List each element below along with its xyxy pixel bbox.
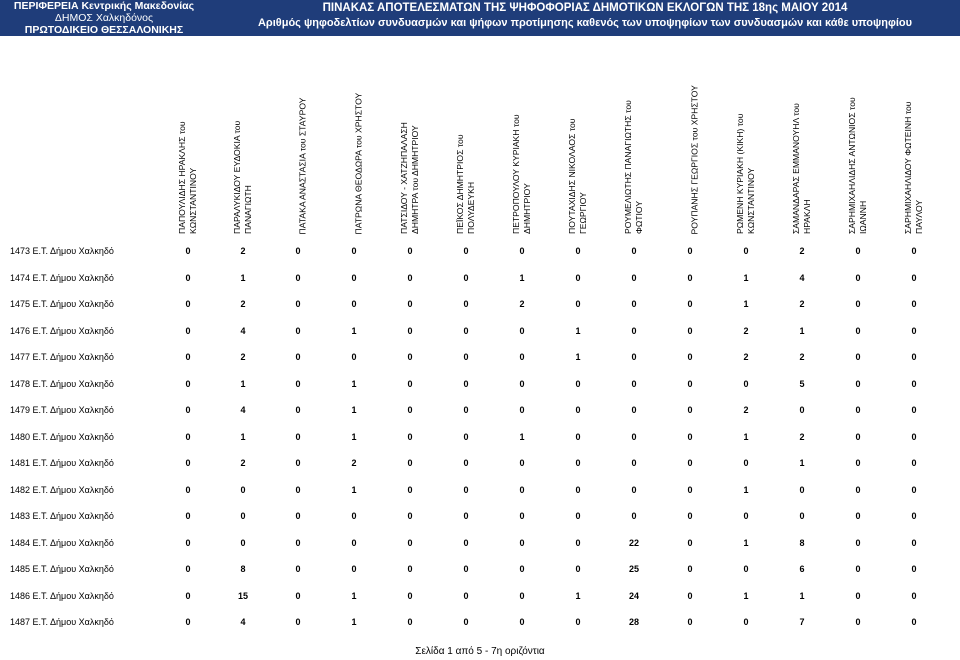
table-cell: 25 xyxy=(628,564,639,574)
table-cell: 0 xyxy=(575,246,581,256)
table-cell: 1 xyxy=(240,273,246,283)
table-cell: 0 xyxy=(911,432,917,442)
table-cell: 0 xyxy=(463,432,469,442)
table-cell: 0 xyxy=(575,432,581,442)
table-cell: 0 xyxy=(631,379,637,389)
table-cell: 0 xyxy=(519,326,525,336)
column-header-line1: ΡΩΜΕΝΗ ΚΥΡΙΑΚΗ (ΚΙΚΗ) του xyxy=(735,113,745,234)
table-cell: 0 xyxy=(185,458,191,468)
column-header-line1: ΠΑΡΑΛΥΚΙΔΟΥ ΕΥΔΟΚΙΑ του xyxy=(232,120,242,234)
table-cell: 0 xyxy=(519,246,525,256)
table-cell: 2 xyxy=(743,352,749,362)
table-cell: 1 xyxy=(351,591,357,601)
column-header xyxy=(604,56,644,234)
row-label: 1485 Ε.Τ. Δήμου Χαλκηδό xyxy=(10,564,114,574)
table-cell: 0 xyxy=(295,511,301,521)
table-cell: 0 xyxy=(407,617,413,627)
row-label: 1481 Ε.Τ. Δήμου Χαλκηδό xyxy=(10,458,114,468)
table-cell: 8 xyxy=(240,564,246,574)
table-cell: 0 xyxy=(575,485,581,495)
table-cell: 0 xyxy=(687,405,693,415)
table-cell: 1 xyxy=(519,273,525,283)
table-cell: 0 xyxy=(295,591,301,601)
table-cell: 0 xyxy=(743,511,749,521)
table-cell: 1 xyxy=(351,485,357,495)
column-header-line1: ΡΟΥΠΑΝΗΣ ΓΕΩΡΓΙΟΣ του ΧΡΗΣΤΟΥ xyxy=(689,84,700,234)
table-cell: 0 xyxy=(631,511,637,521)
table-cell: 0 xyxy=(185,591,191,601)
table-cell: 0 xyxy=(855,405,861,415)
table-cell: 0 xyxy=(295,564,301,574)
table-cell: 8 xyxy=(799,538,805,548)
table-cell: 0 xyxy=(855,485,861,495)
table-cell: 0 xyxy=(631,246,637,256)
column-header-line1: ΠΕΪΚΟΣ ΔΗΜΗΤΡΙΟΣ του xyxy=(455,134,465,234)
column-header xyxy=(436,56,476,234)
table-cell: 0 xyxy=(911,273,917,283)
table-cell: 0 xyxy=(185,511,191,521)
table-cell: 0 xyxy=(185,432,191,442)
table-cell: 0 xyxy=(240,538,246,548)
column-header-line1: ΣΑΜΑΝΔΑΡΑΣ ΕΜΜΑΝΟΥΗΛ του xyxy=(791,103,801,234)
table-cell: 1 xyxy=(351,405,357,415)
table-cell: 0 xyxy=(351,352,357,362)
table-cell: 0 xyxy=(687,617,693,627)
column-header-line1: ΠΑΠΟΥΛΙΔΗΣ ΗΡΑΚΛΗΣ του xyxy=(177,121,187,234)
table-cell: 0 xyxy=(855,432,861,442)
table-cell: 0 xyxy=(407,352,413,362)
column-header xyxy=(884,56,924,234)
table-cell: 4 xyxy=(240,405,246,415)
table-cell: 1 xyxy=(351,379,357,389)
table-cell: 0 xyxy=(519,485,525,495)
table-cell: 1 xyxy=(351,432,357,442)
table-cell: 0 xyxy=(463,591,469,601)
table-cell: 0 xyxy=(687,538,693,548)
table-cell: 0 xyxy=(687,511,693,521)
table-cell: 0 xyxy=(855,617,861,627)
table-cell: 0 xyxy=(519,458,525,468)
table-cell: 0 xyxy=(855,352,861,362)
table-cell: 0 xyxy=(351,273,357,283)
table-cell: 28 xyxy=(628,617,639,627)
column-header xyxy=(268,56,308,234)
table-cell: 0 xyxy=(185,617,191,627)
table-cell: 2 xyxy=(743,326,749,336)
table-cell: 2 xyxy=(240,299,246,309)
table-cell: 0 xyxy=(911,352,917,362)
column-header xyxy=(548,56,588,234)
table-cell: 0 xyxy=(407,405,413,415)
table-cell: 0 xyxy=(519,405,525,415)
table-cell: 1 xyxy=(240,379,246,389)
table-cell: 0 xyxy=(687,379,693,389)
table-cell: 4 xyxy=(240,617,246,627)
table-cell: 1 xyxy=(743,432,749,442)
table-cell: 0 xyxy=(185,485,191,495)
table-cell: 1 xyxy=(743,273,749,283)
table-cell: 0 xyxy=(295,326,301,336)
table-cell: 2 xyxy=(240,458,246,468)
column-header-line1: ΠΑΤΑΚΑ ΑΝΑΣΤΑΣΙΑ του ΣΤΑΥΡΟΥ xyxy=(297,97,308,234)
table-cell: 0 xyxy=(575,538,581,548)
table-cell: 0 xyxy=(911,246,917,256)
table-cell: 0 xyxy=(799,405,805,415)
table-cell: 0 xyxy=(631,432,637,442)
table-cell: 0 xyxy=(855,458,861,468)
table-cell: 0 xyxy=(855,299,861,309)
table-cell: 1 xyxy=(575,591,581,601)
column-header xyxy=(772,56,812,234)
table-cell: 0 xyxy=(407,485,413,495)
table-cell: 2 xyxy=(743,405,749,415)
table-cell: 0 xyxy=(185,379,191,389)
table-cell: 0 xyxy=(743,379,749,389)
column-header-line2: ΚΩΝΣΤΑΝΤΙΝΟΥ xyxy=(187,167,198,234)
table-cell: 0 xyxy=(351,538,357,548)
table-cell: 0 xyxy=(911,458,917,468)
table-cell: 1 xyxy=(743,538,749,548)
table-cell: 0 xyxy=(631,299,637,309)
table-cell: 0 xyxy=(463,538,469,548)
table-cell: 0 xyxy=(911,591,917,601)
column-header xyxy=(380,56,420,234)
table-cell: 0 xyxy=(911,564,917,574)
table-cell: 2 xyxy=(799,352,805,362)
column-header xyxy=(213,56,253,234)
column-header-line2: ΗΡΑΚΛΗ xyxy=(801,199,812,234)
table-cell: 0 xyxy=(519,591,525,601)
row-label: 1474 Ε.Τ. Δήμου Χαλκηδό xyxy=(10,273,114,283)
table-cell: 0 xyxy=(185,299,191,309)
table-cell: 0 xyxy=(911,485,917,495)
row-label: 1473 Ε.Τ. Δήμου Χαλκηδό xyxy=(10,246,114,256)
table-cell: 0 xyxy=(743,617,749,627)
row-label: 1476 Ε.Τ. Δήμου Χαλκηδό xyxy=(10,326,114,336)
table-cell: 0 xyxy=(911,379,917,389)
table-cell: 0 xyxy=(911,538,917,548)
table-cell: 0 xyxy=(911,326,917,336)
column-header-line2: ΓΕΩΡΓΙΟΥ xyxy=(577,192,588,234)
table-cell: 1 xyxy=(351,617,357,627)
table-cell: 0 xyxy=(855,511,861,521)
column-header-line2: ΚΩΝΣΤΑΝΤΙΝΟΥ xyxy=(745,167,756,234)
column-header-line1: ΠΑΤΡΩΝΑ ΘΕΟΔΩΡΑ του ΧΡΗΣΤΟΥ xyxy=(353,92,364,234)
table-cell: 0 xyxy=(407,273,413,283)
table-cell: 0 xyxy=(295,299,301,309)
table-cell: 0 xyxy=(295,538,301,548)
table-cell: 0 xyxy=(855,591,861,601)
table-cell: 0 xyxy=(687,564,693,574)
table-cell: 0 xyxy=(295,617,301,627)
table-cell: 0 xyxy=(463,273,469,283)
row-label: 1484 Ε.Τ. Δήμου Χαλκηδό xyxy=(10,538,114,548)
table-cell: 2 xyxy=(799,246,805,256)
table-cell: 0 xyxy=(407,299,413,309)
table-cell: 0 xyxy=(575,617,581,627)
table-cell: 0 xyxy=(407,432,413,442)
table-cell: 0 xyxy=(407,379,413,389)
column-header-line2: ΠΑΝΑΓΙΩΤΗ xyxy=(242,185,253,234)
table-cell: 0 xyxy=(295,458,301,468)
table-cell: 0 xyxy=(911,617,917,627)
table-cell: 0 xyxy=(463,299,469,309)
table-cell: 0 xyxy=(575,273,581,283)
table-cell: 0 xyxy=(295,405,301,415)
table-cell: 0 xyxy=(463,405,469,415)
table-cell: 0 xyxy=(185,564,191,574)
table-cell: 0 xyxy=(631,485,637,495)
column-header-line1: ΣΑΡΗΜΙΧΑΗΛΙΔΟΥ ΦΩΤΕΙΝΗ του xyxy=(903,101,913,234)
table-cell: 0 xyxy=(351,299,357,309)
org-municipality: ΔΗΜΟΣ Χαλκηδόνος xyxy=(54,12,154,24)
table-cell: 24 xyxy=(628,591,639,601)
table-cell: 0 xyxy=(687,326,693,336)
table-cell: 0 xyxy=(519,564,525,574)
table-cell: 2 xyxy=(519,299,525,309)
table-cell: 0 xyxy=(463,564,469,574)
row-label: 1483 Ε.Τ. Δήμου Χαλκηδό xyxy=(10,511,114,521)
table-cell: 0 xyxy=(463,246,469,256)
table-cell: 0 xyxy=(743,564,749,574)
table-cell: 1 xyxy=(575,352,581,362)
table-cell: 0 xyxy=(799,511,805,521)
table-cell: 0 xyxy=(295,352,301,362)
table-cell: 0 xyxy=(407,458,413,468)
table-cell: 0 xyxy=(631,352,637,362)
table-cell: 0 xyxy=(407,511,413,521)
table-cell: 0 xyxy=(687,485,693,495)
table-cell: 0 xyxy=(743,458,749,468)
table-cell: 6 xyxy=(799,564,805,574)
table-cell: 0 xyxy=(855,326,861,336)
table-cell: 0 xyxy=(911,511,917,521)
table-cell: 0 xyxy=(295,273,301,283)
table-cell: 0 xyxy=(240,485,246,495)
table-cell: 0 xyxy=(687,299,693,309)
table-cell: 2 xyxy=(240,246,246,256)
table-cell: 0 xyxy=(351,246,357,256)
table-cell: 0 xyxy=(575,379,581,389)
table-cell: 5 xyxy=(799,379,805,389)
table-cell: 7 xyxy=(799,617,805,627)
table-cell: 0 xyxy=(631,273,637,283)
table-cell: 0 xyxy=(295,485,301,495)
column-header xyxy=(158,56,198,234)
table-cell: 1 xyxy=(519,432,525,442)
table-cell: 0 xyxy=(351,511,357,521)
table-cell: 0 xyxy=(185,246,191,256)
table-cell: 1 xyxy=(575,326,581,336)
table-cell: 2 xyxy=(799,299,805,309)
table-cell: 0 xyxy=(855,273,861,283)
table-cell: 1 xyxy=(799,591,805,601)
table-cell: 0 xyxy=(855,379,861,389)
column-header xyxy=(660,56,700,234)
column-header-line1: ΠΑΤΣΙΔΟΥ - ΧΑΤΖΗΠΑΛΑΣΗ xyxy=(399,122,409,234)
table-cell: 0 xyxy=(463,326,469,336)
table-cell: 0 xyxy=(799,485,805,495)
table-cell: 0 xyxy=(463,458,469,468)
table-cell: 0 xyxy=(631,458,637,468)
table-cell: 0 xyxy=(519,511,525,521)
org-court: ΠΡΩΤΟΔΙΚΕΙΟ ΘΕΣΣΑΛΟΝΙΚΗΣ xyxy=(24,24,184,36)
row-label: 1479 Ε.Τ. Δήμου Χαλκηδό xyxy=(10,405,114,415)
table-cell: 0 xyxy=(185,405,191,415)
table-cell: 0 xyxy=(911,405,917,415)
table-cell: 0 xyxy=(407,246,413,256)
table-cell: 0 xyxy=(463,485,469,495)
table-cell: 0 xyxy=(240,511,246,521)
table-cell: 4 xyxy=(799,273,805,283)
table-cell: 0 xyxy=(407,538,413,548)
table-cell: 0 xyxy=(185,538,191,548)
table-cell: 1 xyxy=(799,458,805,468)
table-cell: 0 xyxy=(743,246,749,256)
table-cell: 1 xyxy=(351,326,357,336)
table-cell: 0 xyxy=(519,379,525,389)
row-label: 1475 Ε.Τ. Δήμου Χαλκηδό xyxy=(10,299,114,309)
table-cell: 0 xyxy=(519,352,525,362)
column-header xyxy=(324,56,364,234)
table-cell: 0 xyxy=(407,564,413,574)
table-cell: 0 xyxy=(295,379,301,389)
table-cell: 0 xyxy=(855,564,861,574)
column-header-line2: ΠΑΥΛΟΥ xyxy=(913,199,924,234)
table-cell: 1 xyxy=(743,299,749,309)
org-region: ΠΕΡΙΦΕΡΕΙΑ Κεντρικής Μακεδονίας xyxy=(13,0,195,12)
column-header xyxy=(716,56,756,234)
page-footer: Σελίδα 1 από 5 - 7η οριζόντια xyxy=(415,646,545,657)
table-cell: 0 xyxy=(463,511,469,521)
column-header-line2: ΙΩΑΝΝΗ xyxy=(857,200,868,234)
table-cell: 0 xyxy=(687,432,693,442)
page-title: ΠΙΝΑΚΑΣ ΑΠΟΤΕΛΕΣΜΑΤΩΝ ΤΗΣ ΨΗΦΟΦΟΡΙΑΣ ΔΗΜΟΤΙΚΩΝ ΕΚΛΟΓΩΝ ΤΗΣ 18ης ΜΑΙΟΥ 2014 xyxy=(322,2,848,14)
column-header-line1: ΠΕΤΡΟΠΟΥΛΟΥ ΚΥΡΙΑΚΗ του xyxy=(511,114,521,234)
table-cell: 0 xyxy=(575,458,581,468)
table-cell: 0 xyxy=(407,591,413,601)
table-cell: 0 xyxy=(575,299,581,309)
table-cell: 0 xyxy=(687,591,693,601)
table-cell: 0 xyxy=(855,246,861,256)
row-label: 1482 Ε.Τ. Δήμου Χαλκηδό xyxy=(10,485,114,495)
table-cell: 2 xyxy=(351,458,357,468)
column-header-line2: ΠΟΛΥΔΕΥΚΗ xyxy=(465,181,476,234)
table-cell: 4 xyxy=(240,326,246,336)
table-cell: 0 xyxy=(631,405,637,415)
table-cell: 0 xyxy=(185,326,191,336)
table-cell: 1 xyxy=(240,432,246,442)
table-cell: 0 xyxy=(631,326,637,336)
column-header-line1: ΡΟΥΜΕΛΙΩΤΗΣ ΠΑΝΑΓΙΩΤΗΣ του xyxy=(623,100,633,234)
column-header-line2: ΦΩΤΙΟΥ xyxy=(633,200,644,234)
column-header-line1: ΠΟΥΤΑΧΙΔΗΣ ΝΙΚΟΛΑΟΣ του xyxy=(567,118,577,234)
table-cell: 1 xyxy=(743,485,749,495)
table-cell: 0 xyxy=(351,564,357,574)
table-cell: 2 xyxy=(240,352,246,362)
table-cell: 0 xyxy=(575,564,581,574)
column-header-line2: ΔΗΜΗΤΡΑ του ΔΗΜΗΤΡΙΟΥ xyxy=(409,125,420,234)
table-cell: 22 xyxy=(628,538,639,548)
column-header-line1: ΣΑΡΗΜΙΧΑΗΛΙΔΗΣ ΑΝΤΩΝΙΟΣ του xyxy=(847,97,857,234)
header-org-block xyxy=(4,0,204,36)
table-cell: 0 xyxy=(185,273,191,283)
table-cell: 0 xyxy=(295,432,301,442)
table-cell: 0 xyxy=(575,511,581,521)
table-cell: 2 xyxy=(799,432,805,442)
table-cell: 0 xyxy=(575,405,581,415)
table-cell: 1 xyxy=(799,326,805,336)
table-cell: 0 xyxy=(911,299,917,309)
page-subtitle: Αριθμός ψηφοδελτίων συνδυασμών και ψήφων προτίμησης καθενός των υποψηφίων των συνδυασμών και κάθε υποψηφίου xyxy=(257,17,913,29)
table-cell: 15 xyxy=(237,591,248,601)
column-header xyxy=(492,56,532,234)
table-cell: 0 xyxy=(519,617,525,627)
table-cell: 0 xyxy=(687,458,693,468)
table-cell: 0 xyxy=(687,273,693,283)
column-header-line2: ΔΗΜΗΤΡΙΟΥ xyxy=(521,183,532,234)
table-cell: 0 xyxy=(185,352,191,362)
row-label: 1487 Ε.Τ. Δήμου Χαλκηδό xyxy=(10,617,114,627)
row-label: 1486 Ε.Τ. Δήμου Χαλκηδό xyxy=(10,591,114,601)
column-header xyxy=(828,56,868,234)
row-label: 1478 Ε.Τ. Δήμου Χαλκηδό xyxy=(10,379,114,389)
table-cell: 0 xyxy=(463,617,469,627)
row-label: 1480 Ε.Τ. Δήμου Χαλκηδό xyxy=(10,432,114,442)
table-cell: 0 xyxy=(687,352,693,362)
row-label: 1477 Ε.Τ. Δήμου Χαλκηδό xyxy=(10,352,114,362)
table-cell: 0 xyxy=(687,246,693,256)
table-cell: 0 xyxy=(463,352,469,362)
table-cell: 0 xyxy=(855,538,861,548)
table-cell: 0 xyxy=(295,246,301,256)
table-cell: 1 xyxy=(743,591,749,601)
table-cell: 0 xyxy=(407,326,413,336)
table-cell: 0 xyxy=(463,379,469,389)
table-cell: 0 xyxy=(519,538,525,548)
